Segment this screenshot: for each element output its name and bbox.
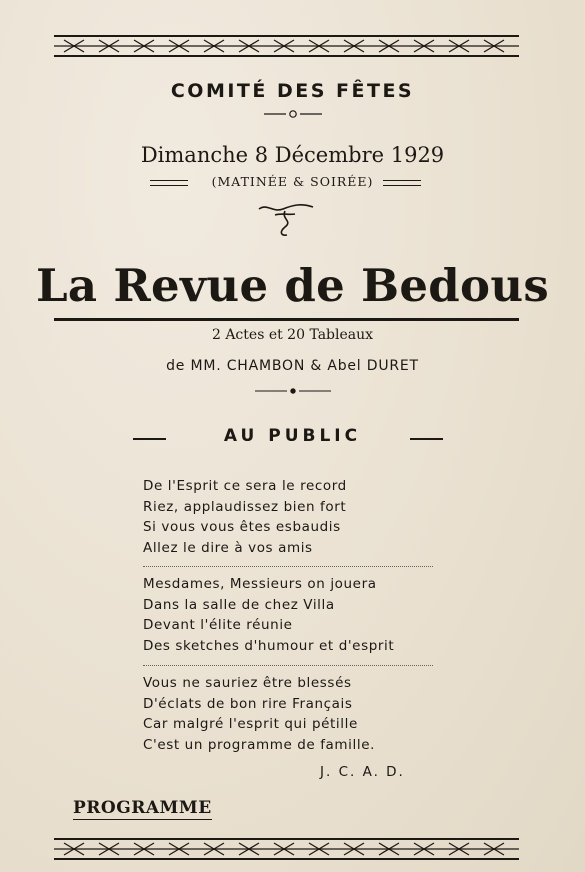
poem-stanza-2 [143, 574, 394, 657]
poem-stanza-1 [143, 476, 347, 559]
poem-line: Car malgré l'esprit qui pétille [143, 716, 358, 733]
frieze-pattern [54, 37, 519, 55]
sessions-text: (MATINÉE & SOIRÉE) [211, 174, 374, 189]
committee-heading: COMITÉ DES FÊTES [170, 80, 415, 102]
poem-line: De l'Esprit ce sera le record [143, 478, 347, 494]
poem-line: Dans la salle de chez Villa [143, 596, 335, 613]
heading-dash-right [410, 438, 443, 440]
poem-line: Allez le dire à vos amis [143, 540, 313, 557]
programme-label: PROGRAMME [73, 798, 212, 818]
au-public-heading: AU PUBLIC [223, 426, 362, 446]
poem-line: Vous ne sauriez être blessés [143, 675, 352, 691]
poem-line: Devant l'élite réunie [143, 617, 293, 634]
frieze-pattern [54, 840, 519, 858]
authors-line: de MM. CHAMBON & Abel DURET [166, 358, 419, 374]
flourish-ornament-icon [255, 201, 317, 239]
double-rule-right [383, 180, 421, 186]
bottom-border-frieze [54, 838, 519, 860]
small-ornament-icon [262, 109, 324, 119]
sessions-line [0, 174, 585, 192]
signature-initials: J. C. A. D. [320, 764, 405, 780]
title-underline [54, 318, 519, 321]
poem-line: C'est un programme de famille. [143, 737, 376, 754]
poem-line: Des sketches d'humour et d'esprit [143, 638, 395, 655]
stanza-separator [143, 566, 433, 567]
poem-line: Si vous vous êtes esbaudis [143, 519, 341, 536]
au-public-heading-row [0, 426, 585, 450]
stanza-separator [143, 665, 433, 666]
dot-rule-ornament-icon [255, 388, 331, 394]
event-date: Dimanche 8 Décembre 1929 [140, 143, 445, 167]
show-title: La Revue de Bedous [35, 259, 549, 312]
poem-line: Riez, applaudissez bien fort [143, 498, 347, 515]
acts-subtitle: 2 Actes et 20 Tableaux [211, 327, 374, 343]
top-border-frieze [54, 35, 519, 57]
poem-stanza-3 [143, 673, 375, 756]
poem-line: Mesdames, Messieurs on jouera [143, 576, 377, 592]
poem-line: D'éclats de bon rire Français [143, 695, 353, 712]
